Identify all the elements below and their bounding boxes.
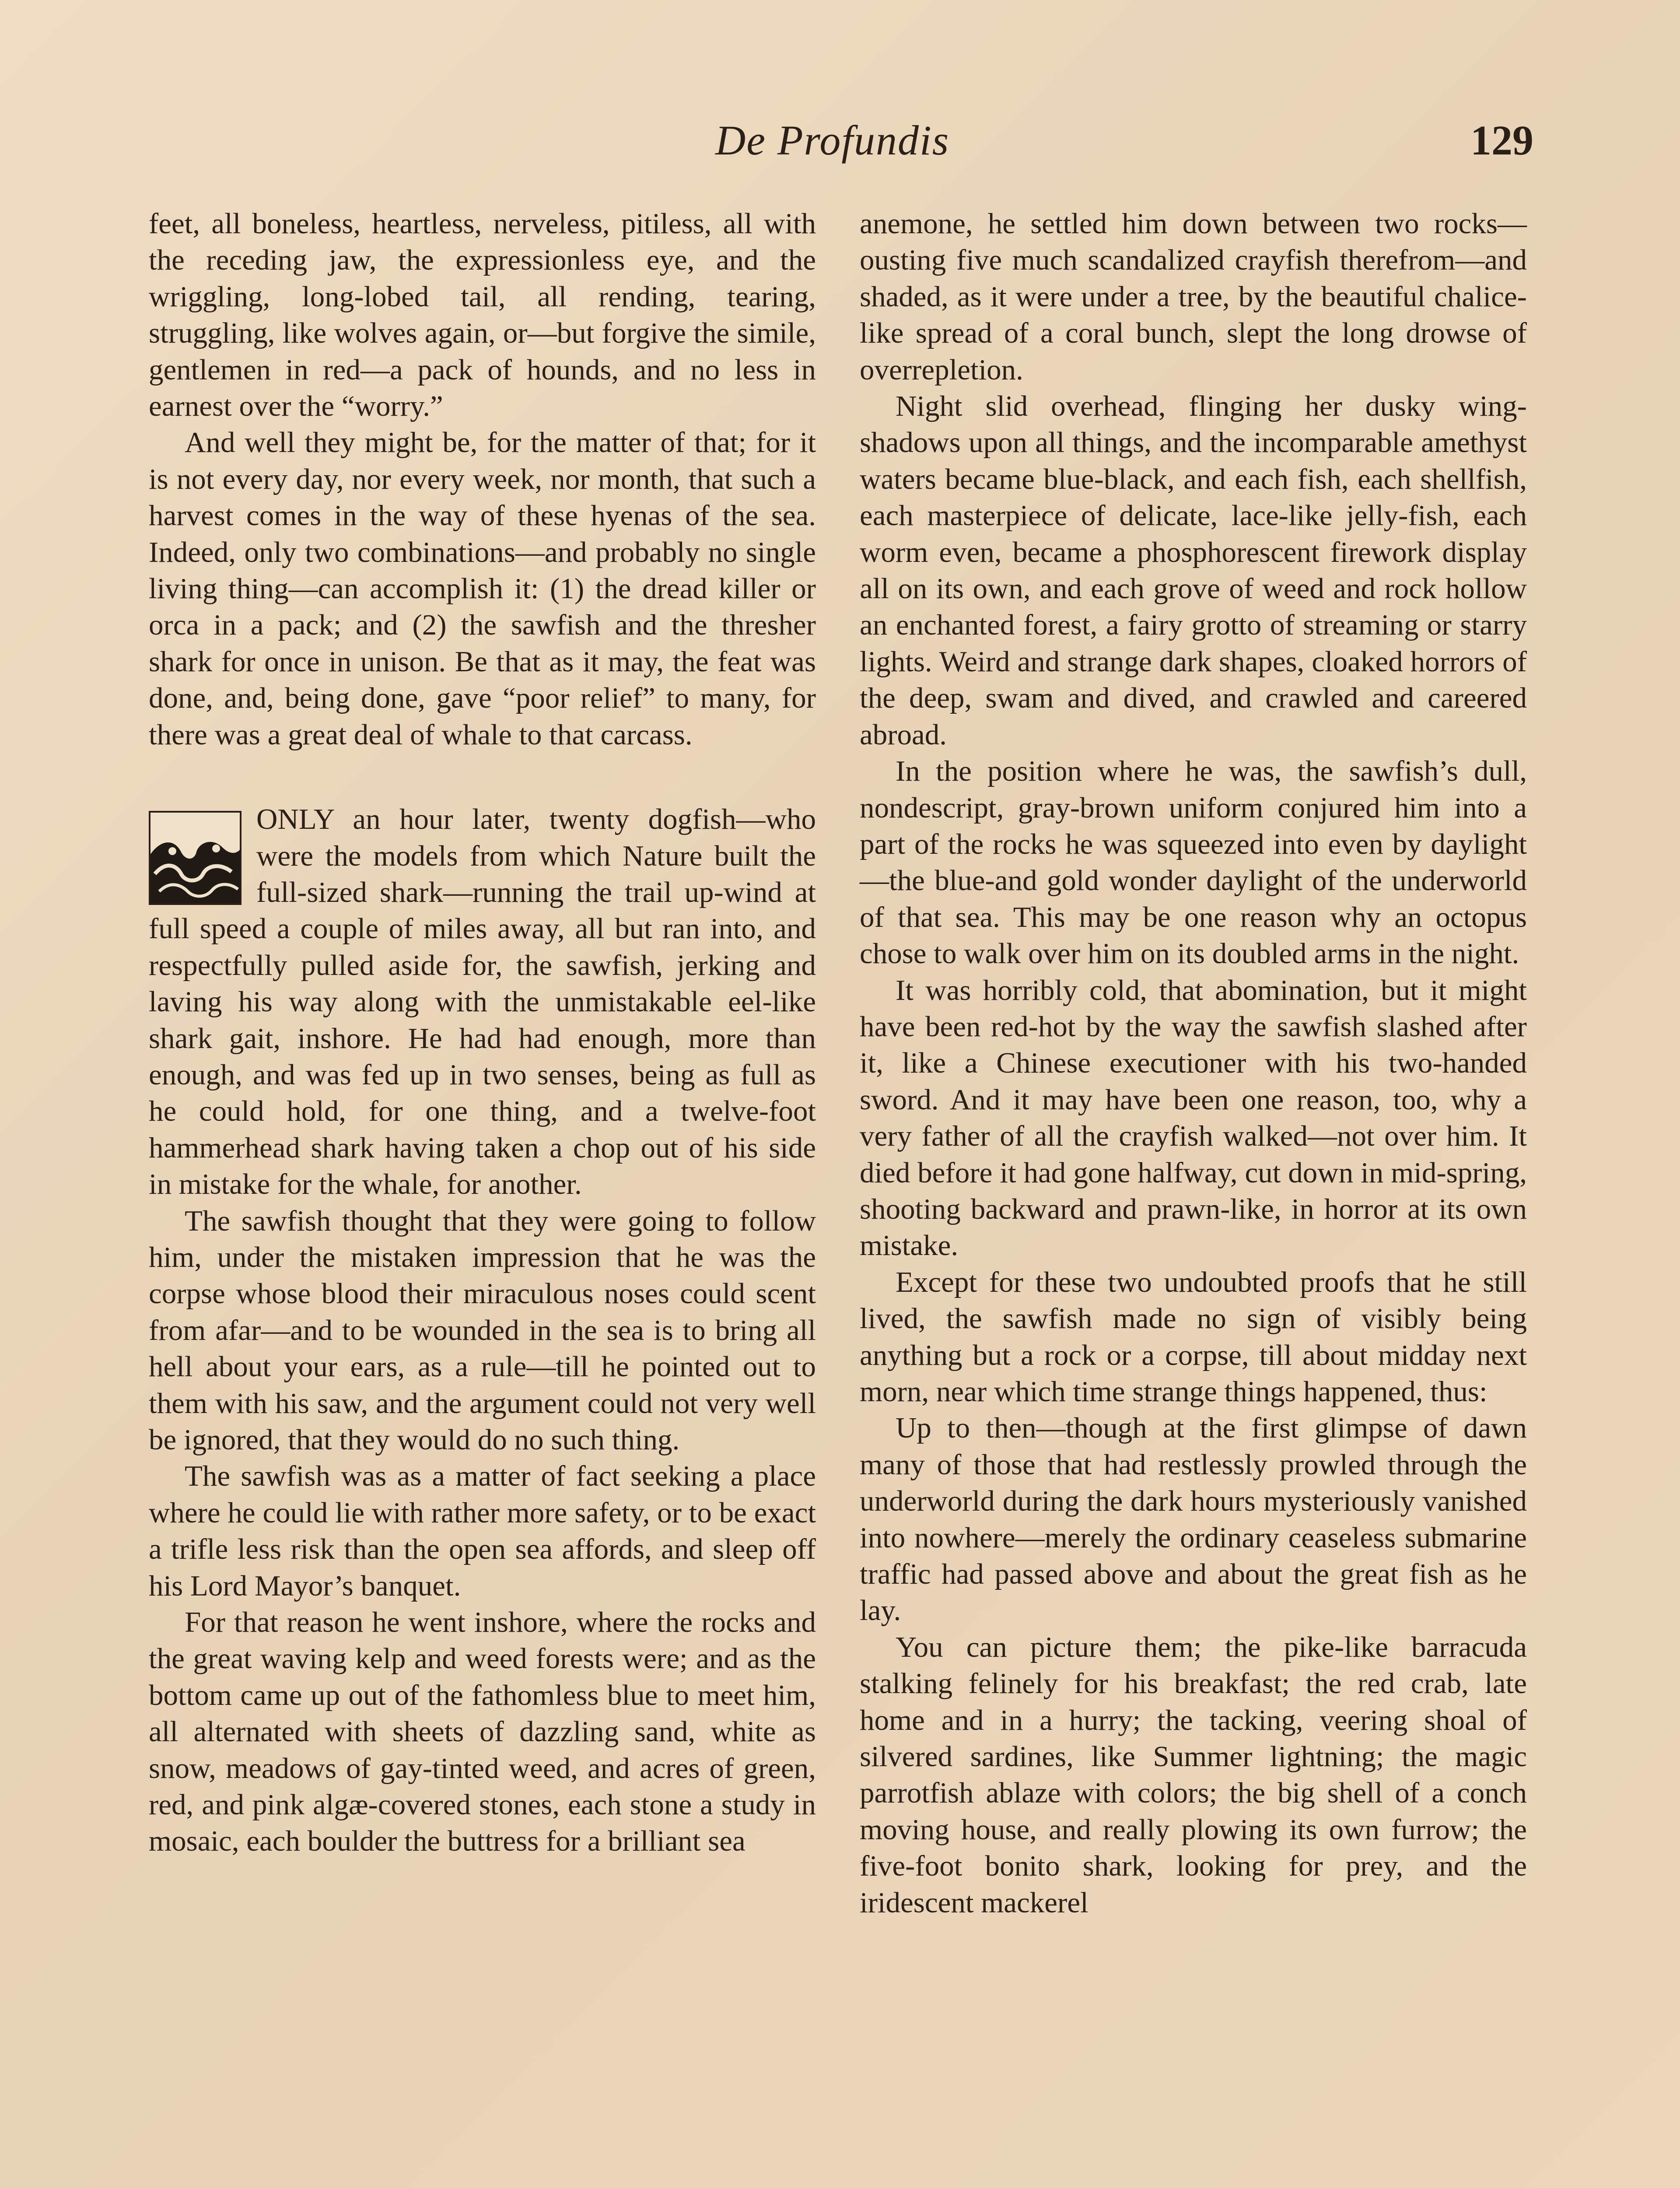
paragraph: For that reason he went inshore, where the rocks and the great waving kelp and weed forests were; and as the bottom came up out of the fathomless blue to meet him, all alternated with sheets of dazzling sand, white as snow, meadows of gay-tinted weed, and acres of green, red, and pink algæ-covered stones, each stone a study in mosaic, each boulder the buttress for a brilliant sea — [149, 1606, 816, 1858]
paragraph: Up to then—though at the first glimpse of dawn many of those that had restlessly prowled through the underworld during the dark hours mysteriously vanished into nowhere—merely the ordinary ceaseless submarine traffic had passed above and about the great fish as he lay. — [860, 1412, 1527, 1627]
paragraph: Except for these two undoubted proofs that he still lived, the sawfish made no sign of visibly being anything but a rock or a corpse, till about midday next morn, near which time strange things happened, thus: — [860, 1266, 1527, 1408]
paragraph: The sawfish was as a matter of fact seeking a place where he could lie with rather more safety, or to be exact a trifle less risk than the open sea affords, and sleep off his Lord Mayor’s banquet. — [149, 1460, 816, 1602]
paragraph: The sawfish thought that they were going to follow him, under the mistaken impression that he was the corpse whose blood their miraculous noses could scent from afar—and to be wounded in the sea is to bring all hell about your ears, as a rule—till he pointed out to them with his saw, and the argument could not very well be ignored, that they would do no such thing. — [149, 1204, 816, 1456]
section-break — [149, 801, 816, 1203]
paragraph: anemone, he settled him down between two rocks— ousting five much scandalized crayfish therefrom—and shaded, as it were under a tree, by the beautiful chalice-like spread of a coral bunch, slept the long drowse of overrepletion. — [860, 207, 1527, 386]
paragraph: ONLY an hour later, twenty dogfish—who were the models from which Nature built the full-sized shark—running the trail up-wind at full speed a couple of miles away, all but ran into, and respectfully pulled aside for, the sawfish, jerking and laving his way along with the unmistakable eel-like shark gait, inshore. He had had enough, more than enough, and was fed up in two senses, being as full as he could hold, for one thing, and a twelve-foot hammerhead shark having taken a chop out of his side in mistake for the whale, for another. — [149, 803, 816, 1201]
paragraph: And well they might be, for the matter of that; for it is not every day, nor every week, nor month, that such a harvest comes in the way of these hyenas of the sea. Indeed, only two combinations—and probably no single living thing—can accomplish it: (1) the dread killer or orca in a pack; and (2) the sawfish and the thresher shark for once in unison. Be that as it may, the feat was done, and, being done, gave “poor relief” to many, for there was a great deal of whale to that carcass. — [149, 426, 816, 751]
page-header — [0, 116, 1680, 168]
right-column — [860, 206, 1527, 1921]
paragraph: Night slid overhead, flinging her dusky wing-shadows upon all things, and the incomparable amethyst waters became blue-black, and each fish, each shellfish, each masterpiece of delicate, lace-like jelly-fish, each worm even, became a phosphorescent firework display all on its own, and each grove of weed and rock hollow an enchanted forest, a fairy grotto of streaming or starry lights. Weird and strange dark shapes, cloaked horrors of the deep, swam and dived, and crawled and careered abroad. — [860, 390, 1527, 751]
paragraph: In the position where he was, the sawfish’s dull, nondescript, gray-brown uniform conjured him into a part of the rocks he was squeezed into even by daylight—the blue-and gold wonder daylight of the underworld of that sea. This may be one reason why an octopus chose to walk over him on its doubled arms in the night. — [860, 755, 1527, 970]
paragraph: You can picture them; the pike-like barracuda stalking felinely for his breakfast; the red crab, late home and in a hurry; the tacking, veering shoal of silvered sardines, like Summer lightning; the magic parrotfish ablaze with colors; the big shell of a conch moving house, and really plowing its own furrow; the five-foot bonito shark, looking for prey, and the iridescent mackerel — [860, 1630, 1527, 1919]
paragraph: feet, all boneless, heartless, nerveless, pitiless, all with the receding jaw, the expressionless eye, and the wriggling, long-lobed tail, all rending, tearing, struggling, like wolves again, or—but forgive the simile, gentlemen in red—a pack of hounds, and no less in earnest over the “worry.” — [149, 207, 816, 423]
page-number: 129 — [1470, 117, 1533, 164]
left-column — [149, 206, 816, 1860]
wave-ornament-icon — [149, 811, 242, 905]
paragraph: It was horribly cold, that abomination, but it might have been red-hot by the way the sawfish slashed after it, like a Chinese executioner with his two-handed sword. And it may have been one reason, too, why a very father of all the crayfish walked—not over him. It died before it had gone halfway, cut down in mid-spring, shooting backward and prawn-like, in horror at its own mistake. — [860, 974, 1527, 1262]
running-title: De Profundis — [715, 117, 950, 164]
